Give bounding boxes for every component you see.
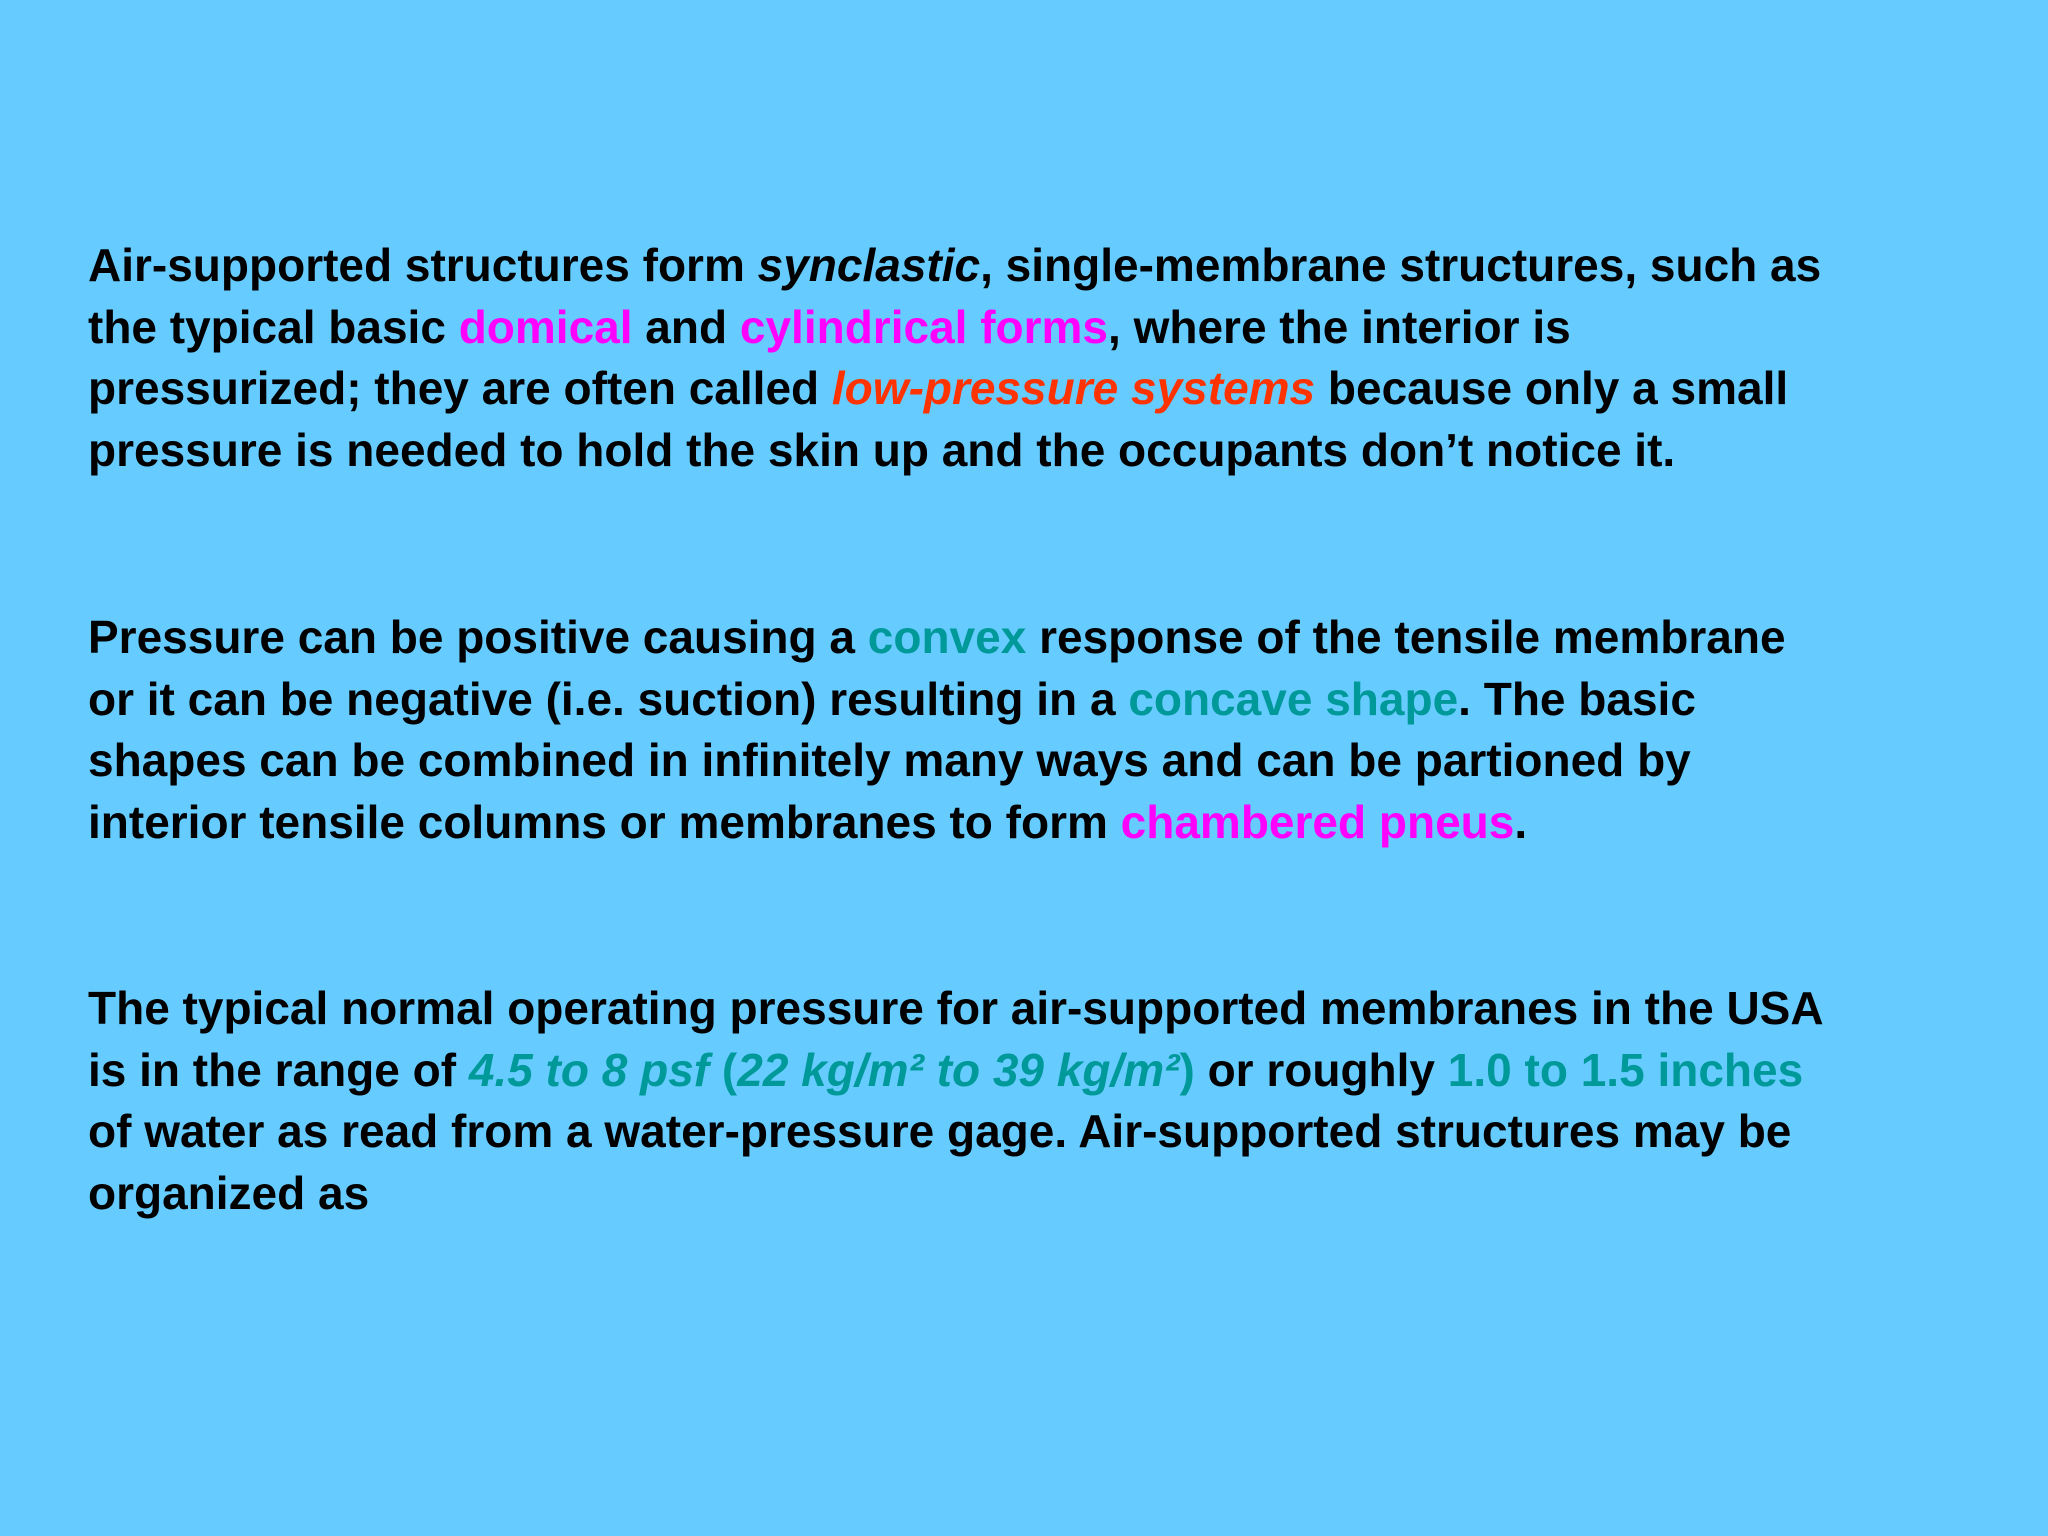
text-run: shapes can be combined in infinitely many ways and can be partioned by bbox=[88, 734, 1691, 786]
text-run: is in the range of bbox=[88, 1043, 469, 1096]
text-run: , single-membrane structures, such as bbox=[980, 239, 1822, 291]
text-run: and bbox=[632, 300, 740, 353]
term-chambered-pneus: chambered pneus bbox=[1120, 795, 1515, 848]
paragraph-operating-pressure bbox=[88, 978, 2028, 1224]
text-run: pressurized; they are often called bbox=[88, 362, 832, 414]
text-run: or it can be negative (i.e. suction) resulting in a bbox=[88, 672, 1129, 725]
text-run: because only a small bbox=[1315, 362, 1789, 414]
text-run: of water as read from a water-pressure gage. Air-supported structures may be bbox=[88, 1105, 1792, 1157]
term-concave-shape: concave shape bbox=[1128, 672, 1459, 725]
text-run: response of the tensile membrane bbox=[1026, 611, 1786, 663]
text-run: interior tensile columns or membranes to form bbox=[88, 795, 1121, 848]
paragraph-synclastic-structures bbox=[88, 235, 2028, 481]
text-run: pressure is needed to hold the skin up and the occupants don’t notice it. bbox=[88, 423, 1676, 476]
value-inches-range: 1.0 to 1.5 inches bbox=[1447, 1043, 1804, 1096]
text-run: . bbox=[1514, 795, 1528, 848]
text-run: Pressure can be positive causing a bbox=[88, 611, 868, 663]
text-run: organized as bbox=[88, 1166, 370, 1219]
value-psf-range: 4.5 to 8 psf bbox=[468, 1043, 722, 1096]
paragraph-pressure-response bbox=[88, 607, 2028, 853]
text-run: ( bbox=[721, 1043, 738, 1096]
text-run: the typical basic bbox=[88, 300, 459, 353]
text-run: . The basic bbox=[1458, 672, 1696, 725]
text-run: The typical normal operating pressure for air-supported membranes in the USA bbox=[88, 982, 1824, 1034]
term-convex: convex bbox=[867, 611, 1027, 663]
term-low-pressure-systems: low-pressure systems bbox=[831, 362, 1316, 414]
text-run: , where the interior is bbox=[1108, 300, 1571, 353]
text-run: Air-supported structures form bbox=[88, 239, 758, 291]
term-cylindrical-forms: cylindrical forms bbox=[739, 300, 1109, 353]
value-kgm2-range: 22 kg/m² to 39 kg/m² bbox=[737, 1043, 1180, 1096]
term-domical: domical bbox=[458, 300, 633, 353]
text-run: ) bbox=[1179, 1043, 1195, 1096]
text-run: or roughly bbox=[1194, 1043, 1448, 1096]
term-synclastic: synclastic bbox=[757, 239, 981, 291]
